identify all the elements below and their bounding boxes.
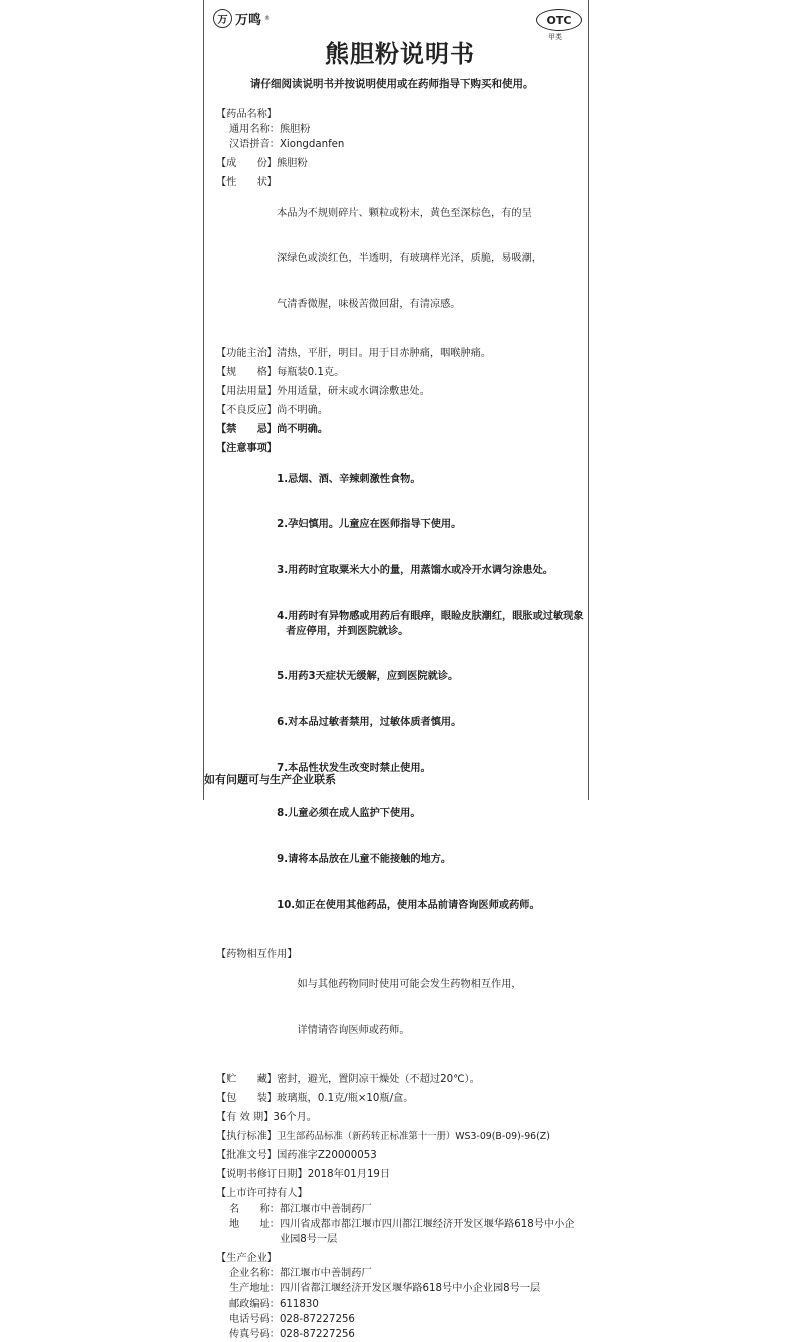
logo-text: 万鸣	[235, 13, 262, 28]
spec-row	[216, 365, 584, 380]
validity-row	[216, 1110, 584, 1125]
contra-row	[216, 422, 584, 437]
manufacturer-key: 企业名称：	[229, 1268, 280, 1280]
adverse-label: 【不良反应】	[216, 405, 278, 417]
generic-name-label: 通用名称：	[229, 124, 280, 136]
precautions-label: 【注意事项】	[216, 443, 278, 455]
standard-label: 【执行标准】	[216, 1131, 278, 1143]
usage-value: 外用适量，研末或水调涂敷患处。	[277, 386, 430, 398]
spec-value: 每瓶装0.1克。	[277, 367, 345, 379]
adverse-row	[216, 403, 584, 418]
validity-value: 36个月。	[273, 1112, 317, 1124]
storage-row	[216, 1072, 584, 1087]
package-value: 玻璃瓶，0.1克/瓶×10瓶/盒。	[277, 1093, 414, 1105]
holder-address-label: 地 址：	[229, 1218, 280, 1230]
manufacturer-value: 都江堰市中善制药厂	[279, 1268, 372, 1280]
logo-mark-icon: 万	[213, 9, 232, 28]
storage-value: 密封，避光，置阴凉干燥处（不超过20℃）。	[277, 1074, 480, 1086]
holder-name: 都江堰市中善制药厂	[279, 1203, 372, 1215]
precaution-item: 1.忌烟、酒、辛辣刺激性食物。	[277, 473, 421, 485]
interactions-line: 详情请咨询医师或药师。	[297, 1024, 410, 1036]
manufacturer-row	[216, 1266, 584, 1281]
approval-value: 国药准字Z20000053	[277, 1150, 377, 1162]
precaution-item: 8.儿童必须在成人监护下使用。	[277, 808, 421, 820]
manufacturer-key: 邮政编码：	[229, 1298, 280, 1310]
package-label: 【包 装】	[216, 1093, 278, 1105]
validity-label: 【有 效 期】	[216, 1112, 274, 1124]
character-row	[216, 175, 584, 342]
storage-label: 【贮 藏】	[216, 1074, 278, 1086]
revision-row	[216, 1167, 584, 1182]
precaution-item: 2.孕妇慎用。儿童应在医师指导下使用。	[277, 519, 462, 531]
composition-label: 【成 份】	[216, 158, 278, 170]
standard-row	[216, 1129, 584, 1144]
revision-label: 【说明书修订日期】	[216, 1169, 308, 1181]
adverse-value: 尚不明确。	[277, 405, 329, 417]
revision-value: 2018年01月19日	[307, 1169, 391, 1181]
manufacturer-key: 生产地址：	[229, 1283, 280, 1295]
character-line: 深绿色或淡红色，半透明，有玻璃样光泽，质脆，易吸潮，	[277, 253, 542, 265]
manufacturer-value: 611830	[279, 1298, 319, 1310]
precaution-item: 9.请将本品放在儿童不能接触的地方。	[277, 853, 452, 865]
holder-name-label: 名 称：	[229, 1203, 280, 1215]
composition-row	[216, 156, 584, 171]
approval-label: 【批准文号】	[216, 1150, 278, 1162]
manufacturer-value: 四川省都江堰经济开发区堰华路618号中小企业园8号一层	[279, 1283, 541, 1295]
interactions-line: 如与其他药物同时使用可能会发生药物相互作用，	[297, 979, 522, 991]
leaflet-content	[216, 107, 584, 1342]
holder-section	[216, 1186, 584, 1247]
manufacturer-value: 028-87227256	[279, 1313, 355, 1325]
usage-row	[216, 384, 584, 399]
precaution-item: 7.本品性状发生改变时禁止使用。	[277, 762, 431, 774]
manufacturer-row	[216, 1281, 584, 1296]
interactions-label: 【药物相互作用】	[216, 948, 298, 960]
approval-row	[216, 1148, 584, 1163]
registered-mark: ®	[264, 15, 271, 22]
precaution-item: 3.用药时宜取粟米大小的量，用蒸馏水或冷开水调匀涂患处。	[277, 565, 553, 577]
manufacturer-row	[216, 1297, 584, 1312]
precaution-item: 4.用药时有异物感或用药后有眼痒，眼睑皮肤潮红，眼胀或过敏现象者应停用，并到医院就诊。	[277, 610, 584, 637]
drug-name-section	[216, 107, 584, 153]
otc-badge: OTC	[536, 9, 582, 31]
contra-label: 【禁 忌】	[216, 424, 278, 436]
standard-value: 卫生部药品标准（新药转正标准第十一册）WS3-09(B-09)-96(Z)	[277, 1131, 550, 1143]
manufacturer-value: 028-87227256	[279, 1328, 355, 1340]
pinyin-name: Xiongdanfen	[279, 139, 345, 151]
character-line: 本品为不规则碎片、颗粒或粉末，黄色至深棕色，有的呈	[277, 207, 532, 219]
indications-label: 【功能主治】	[216, 348, 278, 360]
indications-value: 清热，平肝，明目。用于目赤肿痛，咽喉肿痛。	[277, 348, 492, 360]
brand-logo	[213, 9, 270, 28]
contra-value: 尚不明确。	[277, 424, 329, 436]
precaution-item: 10.如正在使用其他药品，使用本品前请咨询医师或药师。	[277, 899, 540, 911]
composition-value: 熊胆粉	[277, 158, 308, 170]
holder-label: 【上市许可持有人】	[216, 1188, 308, 1200]
usage-notice: 请仔细阅读说明书并按说明使用或在药师指导下购买和使用。	[250, 78, 534, 90]
drug-name-label: 【药品名称】	[216, 109, 278, 120]
otc-class: 甲类	[548, 33, 562, 41]
generic-name: 熊胆粉	[279, 124, 311, 136]
character-label: 【性 状】	[216, 177, 278, 189]
holder-address: 四川省成都市都江堰市四川都江堰经济开发区堰华路618号中小企业园8号一层	[279, 1218, 575, 1245]
manufacturer-key: 电话号码：	[229, 1313, 280, 1325]
pinyin-label: 汉语拼音：	[229, 139, 280, 151]
usage-label: 【用法用量】	[216, 386, 278, 398]
indications-row	[216, 346, 584, 361]
precaution-item: 5.用药3天症状无缓解，应到医院就诊。	[277, 671, 459, 683]
interactions-row	[216, 947, 584, 1069]
precautions-row	[216, 441, 584, 943]
document-title: 熊胆粉说明书	[325, 40, 475, 68]
manufacturer-section	[216, 1251, 584, 1342]
manufacturer-row	[216, 1312, 584, 1327]
manufacturer-label: 【生产企业】	[216, 1252, 278, 1264]
spec-label: 【规 格】	[216, 367, 278, 379]
precaution-item: 6.对本品过敏者禁用，过敏体质者慎用。	[277, 717, 462, 729]
footer-contact-note: 如有问题可与生产企业联系	[204, 773, 336, 786]
character-line: 气清香微腥，味极苦微回甜，有清凉感。	[277, 299, 461, 311]
manufacturer-key: 传真号码：	[229, 1328, 280, 1340]
manufacturer-row	[216, 1327, 584, 1342]
package-row	[216, 1091, 584, 1106]
